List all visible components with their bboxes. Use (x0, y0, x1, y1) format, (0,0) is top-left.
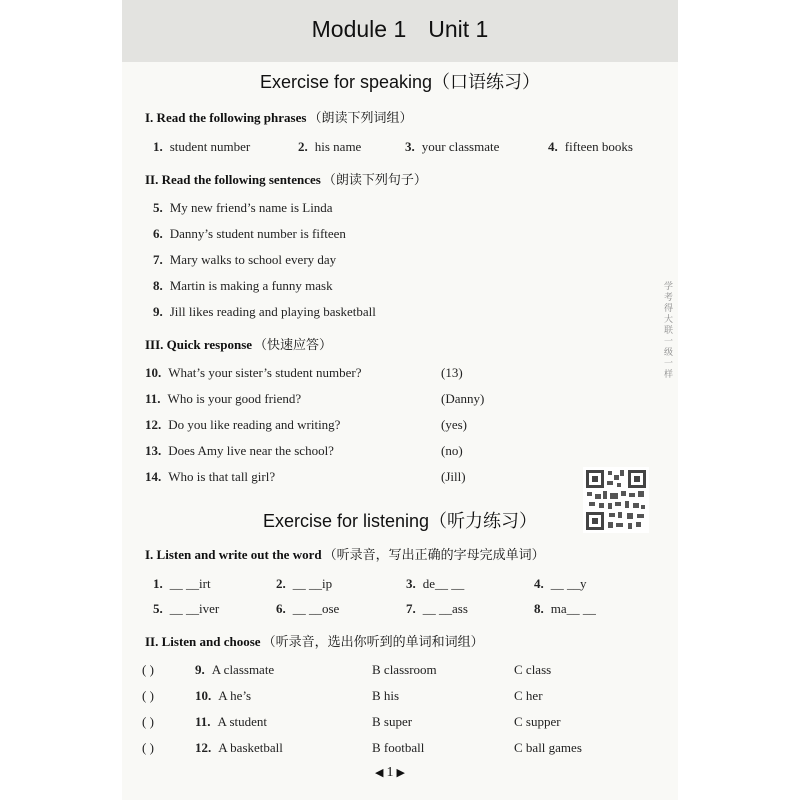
choice-number: 10. A he’s (195, 688, 252, 703)
answer-hint: (no) (441, 443, 463, 458)
question-item: 14. Who is that tall girl? (145, 469, 276, 484)
answer-hint: (yes) (441, 417, 467, 432)
choice-option-b: B football (372, 740, 425, 755)
choice-option-c: C supper (514, 714, 561, 729)
fill-word-item: 1. __ __irt (153, 576, 211, 591)
answer-hint: (Jill) (441, 469, 466, 484)
module-label: Module 1 (311, 16, 407, 42)
question-item: 13. Does Amy live near the school? (145, 443, 334, 458)
speaking-part3-heading: III. Quick response （快速应答） (145, 337, 333, 352)
phrase-item: 1. student number (153, 139, 251, 154)
answer-blank[interactable]: ( ) (142, 662, 154, 677)
speaking-part1-heading: I. Read the following phrases （朗读下列词组） (145, 110, 413, 125)
question-item: 12. Do you like reading and writing? (145, 417, 341, 432)
fill-word-item: 3. de__ __ (406, 576, 465, 591)
question-item: 10. What’s your sister’s student number? (145, 365, 362, 380)
choice-option-b: B classroom (372, 662, 437, 677)
sentence-item: 6. Danny’s student number is fifteen (153, 226, 346, 241)
choice-option-b: B his (372, 688, 400, 703)
sentence-item: 7. Mary walks to school every day (153, 252, 337, 267)
answer-hint: (13) (441, 365, 463, 380)
next-arrow-icon: ▶ (396, 767, 405, 779)
sentence-item: 5. My new friend’s name is Linda (153, 200, 333, 215)
speaking-part2-heading: II. Read the following sentences （朗读下列句子） (145, 172, 427, 187)
choice-option-c: C her (514, 688, 543, 703)
fill-word-item: 2. __ __ip (276, 576, 333, 591)
phrase-item: 4. fifteen books (548, 139, 633, 154)
answer-blank[interactable]: ( ) (142, 688, 154, 703)
question-item: 11. Who is your good friend? (145, 391, 302, 406)
listening-part2-heading: II. Listen and choose （听录音，选出你听到的单词和词组） (145, 634, 484, 649)
sentence-item: 9. Jill likes reading and playing basketball (153, 304, 376, 319)
choice-option-c: C class (514, 662, 552, 677)
sentence-item: 8. Martin is making a funny mask (153, 278, 333, 293)
choice-number: 9. A classmate (195, 662, 275, 677)
fill-word-item: 5. __ __iver (153, 601, 220, 616)
page-number: ◀ 1 ▶ (375, 765, 405, 780)
phrase-item: 2. his name (298, 139, 362, 154)
choice-option-b: B super (372, 714, 413, 729)
unit-label: Unit 1 (428, 16, 489, 42)
answer-blank[interactable]: ( ) (142, 740, 154, 755)
choice-number: 12. A basketball (195, 740, 283, 755)
fill-word-item: 7. __ __ass (406, 601, 468, 616)
side-margin-text: 学考得大联一级一样 (664, 282, 674, 380)
answer-blank[interactable]: ( ) (142, 714, 154, 729)
choice-number: 11. A student (195, 714, 268, 729)
choice-option-c: C ball games (514, 740, 582, 755)
answer-hint: (Danny) (441, 391, 485, 406)
page-title (122, 16, 678, 43)
listening-part1-heading: I. Listen and write out the word （听录音，写出正确的字母完成单词） (145, 547, 545, 562)
prev-arrow-icon: ◀ (375, 767, 384, 779)
listening-heading: Exercise for listening（听力练习） (262, 511, 538, 531)
fill-word-item: 8. ma__ __ (534, 601, 596, 616)
speaking-heading: Exercise for speaking（口语练习） (259, 72, 541, 92)
phrase-item: 3. your classmate (405, 139, 500, 154)
fill-word-item: 4. __ __y (534, 576, 587, 591)
fill-word-item: 6. __ __ose (276, 601, 340, 616)
